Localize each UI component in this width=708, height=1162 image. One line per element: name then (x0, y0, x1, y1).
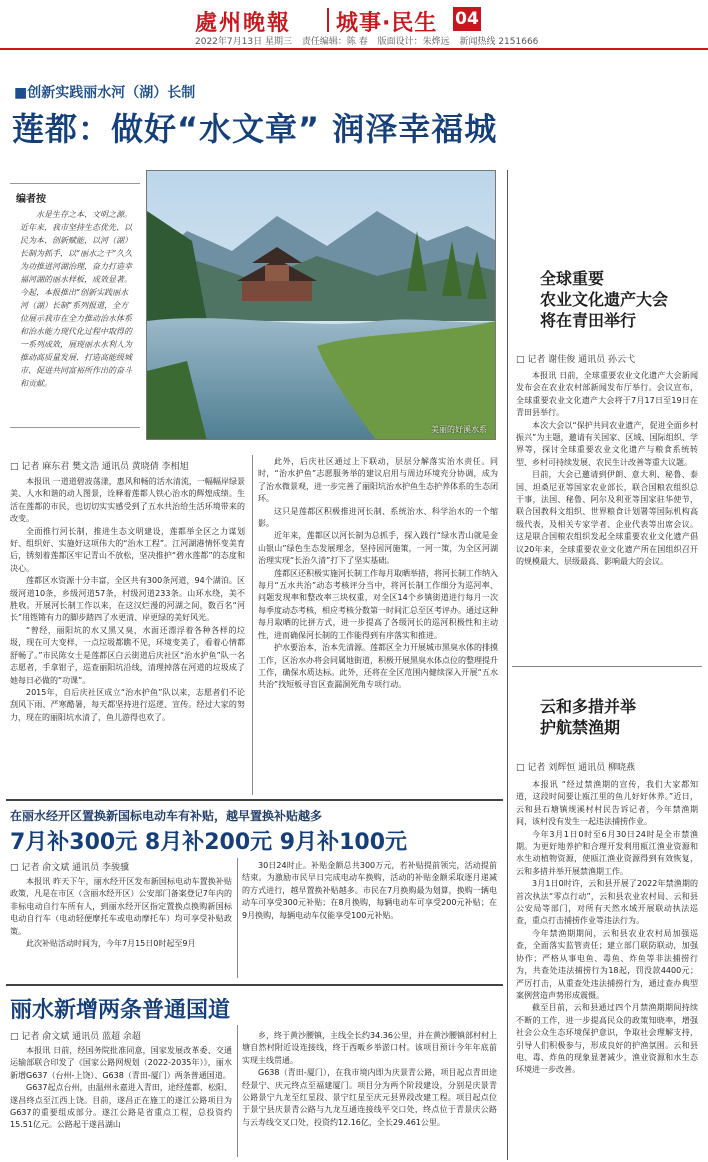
article2-byline: □ 记者 俞文斌 通讯员 李骏骥 (10, 863, 129, 873)
designer-credit: 版面设计：朱烨远 (377, 37, 450, 47)
lead-para: 莲都区还积极实施河长制工作每月取晒举措，将河长制工作纳入每月“五水共治”动态考核评分当中，将河长制工作细分为巡河率、问题发现率和整改率三块权重，对全区14个乡镇街道进行每月一次每季度动态考核，相应考核分数第一时间汇总至区考评办。通过这种每月取晒的比拼方式，进一步提高了各级河长的巡河积极性和主动性，进而确保河长制的工作能得到有序落实和推进。 (258, 568, 498, 640)
lead-headline: 莲都：做好“水文章” 润泽幸福城 (12, 110, 498, 148)
lead-para: 全面推行河长制，推进生态文明建设，莲都举全区之力谋划好、组织好、实施好这项伟大的“治水工程”。江河湖港情怀变美育后，锈刻着莲都区牢记青山不放松，坚决推护“碧水莲都”的态度和决心。 (10, 526, 245, 573)
article3-para: 乡，终于黄沙腰镇，主线全长约34.36公里，并在黄沙腰镇部村村上塘自然村附近设连接线，终于西畈乡举淤口村。该项目预计今年年底前实现主线贯通。 (242, 1031, 497, 1065)
article3-para: 本报讯 日前，经国务院批准同意，国家发展改革委、交通运输部联合印发了《国家公路网规划（2022-2035年）》，丽水新增G637（台州-上饶）、G638（青田-厦门）两条普通国道。 (10, 1046, 232, 1080)
side1-para: 目前，大会已邀请到伊朗、意大利、秘鲁、泰国、坦桑尼亚等国家农业部长，联合国粮农组织总干事，法国、秘鲁、阿尔及利亚等国家驻华使节，联合国教科文组织、世界粮食计划署等国际机构高级代表，及相关专家学者、企业代表等出席会议。这是联合国粮农组织发起全球重要农业文化遗产倡议20年来，全球重要农业文化遗产所在国组织召开的规模最大、层级最高、影响最大的会议。 (516, 470, 698, 567)
page-number-badge: 04 (453, 7, 481, 31)
article3-column-1 (10, 1045, 232, 1157)
side2-byline: □ 记者 刘辉恒 通讯员 柳晓燕 (516, 763, 635, 773)
side1-headline-line: 将在青田举行 (540, 311, 637, 330)
news-hotline: 新闻热线 2151666 (459, 37, 539, 47)
masthead-info (195, 34, 545, 47)
river-landscape-image (147, 171, 496, 440)
article2-para: 本报讯 昨天下午，丽水经开区发布新国标电动车置换补贴政策，凡是在市区（含丽水经开区）公安部门备案登记7年内的非标电动自行车所有人，到丽水经开区指定置换点换购新国标电动自行车（电动轻便摩托车或电动摩托车）均可享受补贴政策。 (10, 877, 232, 936)
article2-column-2 (242, 860, 497, 978)
masthead (0, 0, 708, 48)
side2-para: 截至目前，云和县通过四个月禁渔期期间持续不断的工作，进一步提高民众的政策知晓率，增强社会公众生态环境保护意识，争取社会理解支持，引导人们积极参与，形成良好的护渔氛围。云和县电、毒、炸鱼的现象显著减少，渔业资源和水生态环境进一步改善。 (516, 1003, 698, 1075)
side1-headline (540, 268, 668, 331)
column-divider (237, 858, 238, 978)
section-title: 城事·民生 (336, 11, 438, 36)
column-divider (252, 455, 253, 795)
lead-byline: □ 记者 麻东君 樊文浩 通讯员 黄晓倩 李相旭 (10, 462, 189, 472)
lead-column-1 (10, 476, 245, 794)
side2-headline (540, 696, 636, 738)
section-divider (6, 799, 503, 801)
article3-para: G638（青田-厦门），在我市境内即为庆景青公路，项目起点青田途经景宁、庆元终点至福建厦门。项目分为两个阶段建设，分别是庆景青公路景宁九龙至红星段、景宁红星至庆元县界段改建工程。项目起点位于景宁县庆景青公路与九龙互通连接线平交口处，终点位于青景庆公路与云寿线交叉口处，投资约12.16亿，全长29.461公里。 (242, 1068, 497, 1127)
side1-body (516, 370, 698, 655)
lead-para: 莲都区水资源十分丰富，全区共有300条河道，94个湖泊。区级河道10条，乡级河道57条，村级河道233条。山环水绕，美不胜收。开展河长制工作以来，在这汉烂漫的河湖之间，数百名“河长”用铿锵有力的脚步踏四了水更清、岸更绿的美好风光。 (10, 576, 245, 623)
article2-para: 30日24时止。补贴金额总共300万元，若补贴提前领完，活动提前结束。为激励市民早日完成电动车换购，活动的补贴金额采取逐月递减的方式进行，越早置换补贴越多。市民在7月换购最为划算，换购一辆电动车可享受300元补贴；在8月换购，每辆电动车可享受200元补贴；在9月换购，每辆电动车仅能享受100元补贴。 (242, 861, 497, 920)
lead-para: 此外，后庆社区通过上下联动，层层分解落实治水责任。同时，“治水护鱼”志愿服务举的建议启用与周边环境充分协调，成为了治水微景观，进一步完善了丽阳坑治水护鱼生态护养体系的生态闭环。 (258, 457, 498, 504)
side1-headline-line: 农业文化遗产大会 (540, 290, 669, 309)
series-kicker: ■创新实践丽水河（湖）长制 (14, 85, 196, 101)
lead-para: 本报讯 一道道碧波荡漾，惠风和畅的活水清流，一幅幅岸绿景美、人水和谐的动人图景，诠释着莲都人铁心治水的辉煌成绩。生活在莲都的市民，也切切实实感受到了五水共治给生活环境带来的改变。 (10, 477, 245, 524)
side2-para: 今年禁渔期期间，云和县农业农村局加强巡查，全面落实监管责任；建立部门联防联动，加强协作；严格从事电鱼、毒鱼、炸鱼等非法捕捞行为，共查处违法捕捞行为18起，罚没款4400元；严厉打击，从重查处违法捕捞行为，通过查办典型案例营造声势形成震慑。 (516, 928, 698, 1000)
side1-byline: □ 记者 谢佳俊 通讯员 孙云弋 (516, 355, 635, 365)
editor-note-box (10, 183, 140, 428)
lead-para: 护水要治本，治本先清源。莲都区全力开展城市黑臭水体的排摸工作，区治水办将会同属地街道，积极开展黑臭水体点位的整理提升工作，确保水质达标。此外，还将在全区范围内健续深入开展“五水共治”找短板寻盲区查漏洞死角专项行动。 (258, 643, 498, 690)
lead-para: 近年来，莲都区以河长制为总抓手，探入践行“绿水青山就是金山银山”绿色生态发展理念，坚持因河施策，一河一策，为全区河湖治理实现“长治久清”打下了坚实基础。 (258, 531, 498, 566)
lead-para: 这只是莲都区积极推进河长制、系统治水、科学治水的一个缩影。 (258, 506, 498, 529)
side1-headline-line: 全球重要 (540, 269, 605, 288)
side2-para: 今年3月1日0时至6月30日24时是全市禁渔期。为更好地养护和合理开发利用瓯江渔业资源和水生动植物资源，使瓯江渔业资源得到有效恢复，云和多措并举开展禁渔期工作。 (516, 829, 698, 876)
photo-caption: 美丽的好溪水系 (431, 425, 487, 434)
side2-body (516, 779, 698, 1157)
editor-note-title: 编者按 (16, 194, 46, 205)
editor-note-text: 水是生存之本、文明之源。近年来，我市坚持生态优先、以民为本、创新赋能，以河（湖）长制为抓手，以“丽水之干”久久为功推进河湖治理，奋力打造幸福河湖的丽水样板，成效显著。今起，本报推出“创新实践丽水河（湖）长制”系列报道，全方位展示我市在全力推动治水体系和治水能力现代化过程中取得的一系列成效，展现丽水水利人为推动高质量发展、打造高能级城市、促进共同富裕所作出的奋斗和贡献。 (20, 210, 133, 388)
editor-credit: 责任编辑：陈 春 (301, 37, 368, 47)
article3-column-2 (242, 1030, 497, 1158)
column-divider (237, 1025, 238, 1157)
article2-headline: 7月补300元 8月补200元 9月补100元 (10, 830, 408, 855)
masthead-divider (327, 8, 329, 32)
side1-para: 本次大会以“保护共同农业遗产，促进全面乡村振兴”为主题，邀请有关国家、区域、国际组织、学界等，探讨全球重要农业文化遗产与粮食系统转型、乡村可持续发展、农民生计改善等重大议题。 (516, 420, 698, 467)
article3-headline: 丽水新增两条普通国道 (10, 998, 231, 1023)
masthead-rule (0, 48, 708, 50)
lead-column-2 (258, 456, 498, 794)
sidebar-divider (507, 170, 508, 1160)
article3-para: G637起点台州，由温州永嘉进入青田，途经莲都、松阳、遂昌终点至江西上饶。目前，遂昌正在施工的遂江公路项目为G637的重要组成部分。遂江公路是省重点工程，总投资约15.51亿元。公路起于遂昌湖山 (10, 1083, 232, 1130)
newspaper-logo: 處州晚報 (195, 10, 292, 36)
lead-photo (146, 170, 496, 440)
issue-date: 2022年7月13日 星期三 (195, 37, 292, 47)
sidebar-rule (512, 666, 702, 667)
lead-para: 2015年，自后庆社区成立“治水护鱼”队以来，志愿者们不论刮风下雨、严寒酷暑，每天都坚持进行巡逻、宣传。经过大家的努力，现在的丽阳坑水清了，鱼儿游得也欢了。 (10, 687, 245, 722)
article2-subtitle: 在丽水经开区置换新国标电动车有补贴，越早置换补贴越多 (10, 809, 323, 823)
lead-para: “曾经，丽阳坑的水又黑又臭，水面还漂浮着各种各样的垃圾，现在可大变样，一点垃圾都瞧不见，环境变美了，看着心情都舒畅了。”市民陈女士是莲都区白云街道后庆社区“治水护鱼”队一名志愿者，手拿钳子，巡查丽阳坑沿线，清理掉落在河道的垃圾成了她每日必做的“功课”。 (10, 625, 245, 685)
side2-headline-line: 云和多措并举 (540, 697, 637, 716)
article3-byline: □ 记者 俞文斌 通讯员 蓝超 余超 (10, 1032, 141, 1042)
side2-headline-line: 护航禁渔期 (540, 718, 621, 737)
section-divider (6, 984, 503, 986)
side2-para: 本报讯 “经过禁渔期的宣传，我们大家都知道，这段时间要让瓯江里的鱼儿好好休养。”近日，云和县石塘镇规溪村村民告诉记者，今年禁渔期间，该村没有发生一起违法捕捞作业。 (516, 780, 698, 827)
article2-para: 此次补贴活动时间为，今年7月15日0时起至9月 (26, 939, 196, 949)
article2-column-1 (10, 876, 232, 976)
side2-para: 3月1日0时许，云和县开展了2022年禁渔期的首次执法“零点行动”，云和县农业农村局、云和县公安局等部门，对所有天然水域开展联动执法巡查，重点打击捕捞作业等违法行为。 (516, 879, 698, 926)
side1-para: 本报讯 日前，全球重要农业文化遗产大会新闻发布会在农业农村部新闻发布厅举行。会议宣布，全球重要农业文化遗产大会将于7月17日至19日在青田县举行。 (516, 371, 698, 418)
